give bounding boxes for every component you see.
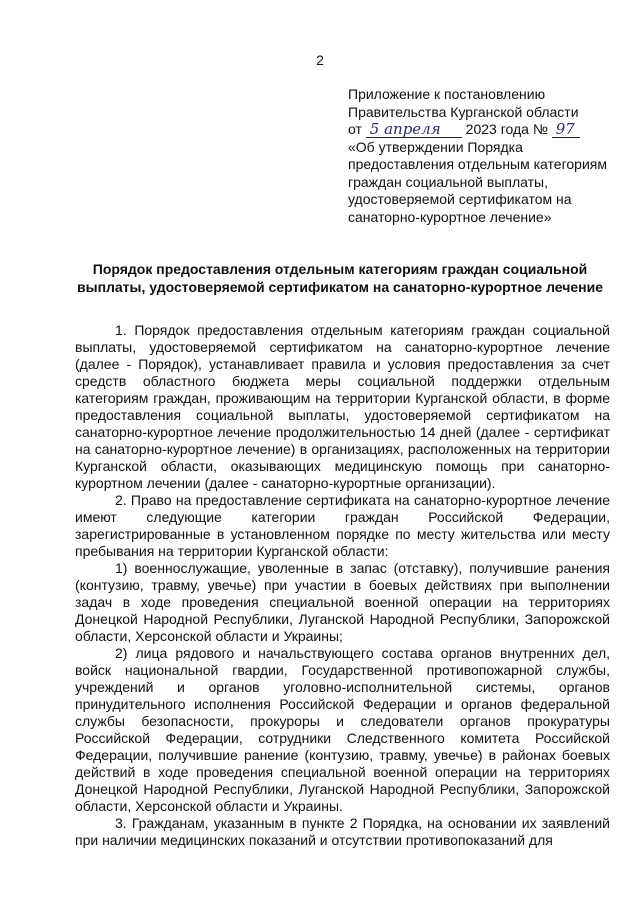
appendix-line-5: предоставления отдельным категориям [348, 156, 607, 172]
appendix-date-line [348, 121, 610, 139]
paragraph-2: 2. Право на предоставление сертификата на санаторно-курортное лечение имеют следующие категории граждан Российской Федерации, зарегистрированные в установленном порядке по месту жительства или месту пребывания на территории Курганской области: [75, 492, 610, 559]
appendix-line-8: санаторно-курортное лечение» [348, 208, 552, 225]
paragraph-2-item-1: 1) военнослужащие, уволенные в запас (отставку), получившие ранения (контузию, травму, увечье) при участии в боевых действиях при выполнении задач в ходе проведения специальной военной операции на территориях Донецкой Народной Республики, Луганской Народной Республики, Запорожской области, Херсонской области и Украины; [75, 560, 610, 644]
appendix-line-7: удостоверяемой сертификатом на [348, 191, 572, 207]
appendix-line-4: «Об утверждении Порядка [348, 138, 523, 155]
date-prefix: от [348, 121, 362, 137]
paragraph-3: 3. Гражданам, указанным в пункте 2 Порядка, на основании их заявлений при наличии медицинских показаний и отсутствии противопоказаний для [75, 815, 610, 848]
page-number: 2 [316, 52, 324, 68]
year-text: 2023 года № [465, 121, 548, 137]
document-body [75, 322, 610, 849]
handwritten-date: 5 апреля [366, 122, 462, 138]
document-title: Порядок предоставления отдельным категориям граждан социальной выплаты, удостоверяемой сертификатом на санаторно-курортное лечение [77, 261, 603, 295]
paragraph-1: 1. Порядок предоставления отдельным категориям граждан социальной выплаты, удостоверяемой сертификатом на санаторно-курортное лечение (далее - Порядок), устанавливает правила и условия предоставления за счет средств областного бюджета меры социальной поддержки отдельным категориям граждан, проживающим на территории Курганской области, в форме предоставления социальной выплаты, удостоверяемой сертификатом на санаторно-курортное лечение продолжительностью 14 дней (далее - сертификат на санаторно-курортное лечение) в организациях, расположенных на территории Курганской области, оказывающих медицинскую помощь при санаторно-курортном лечении (далее - санаторно-курортные организации). [75, 322, 610, 491]
appendix-line-6: граждан социальной выплаты, [348, 173, 548, 190]
appendix-block [348, 86, 610, 226]
appendix-line-2: Правительства Курганской области [348, 103, 579, 120]
handwritten-number: 97 [552, 122, 580, 138]
appendix-line-1: Приложение к постановлению [348, 86, 546, 102]
paragraph-2-item-2: 2) лица рядового и начальствующего состава органов внутренних дел, войск национальной гвардии, Государственной противопожарной службы, учреждений и органов уголовно-исполнительной системы, органов принудительного исполнения Российской Федерации и органов федеральной службы безопасности, прокуроры и следователи органов прокуратуры Российской Федерации, сотрудники Следственного комитета Российской Федерации, получившие ранение (контузию, травму, увечье) в районах боевых действий в ходе проведения специальной военной операции на территориях Донецкой Народной Республики, Луганской Народной Республики, Запорожской области, Херсонской области и Украины. [75, 645, 610, 814]
